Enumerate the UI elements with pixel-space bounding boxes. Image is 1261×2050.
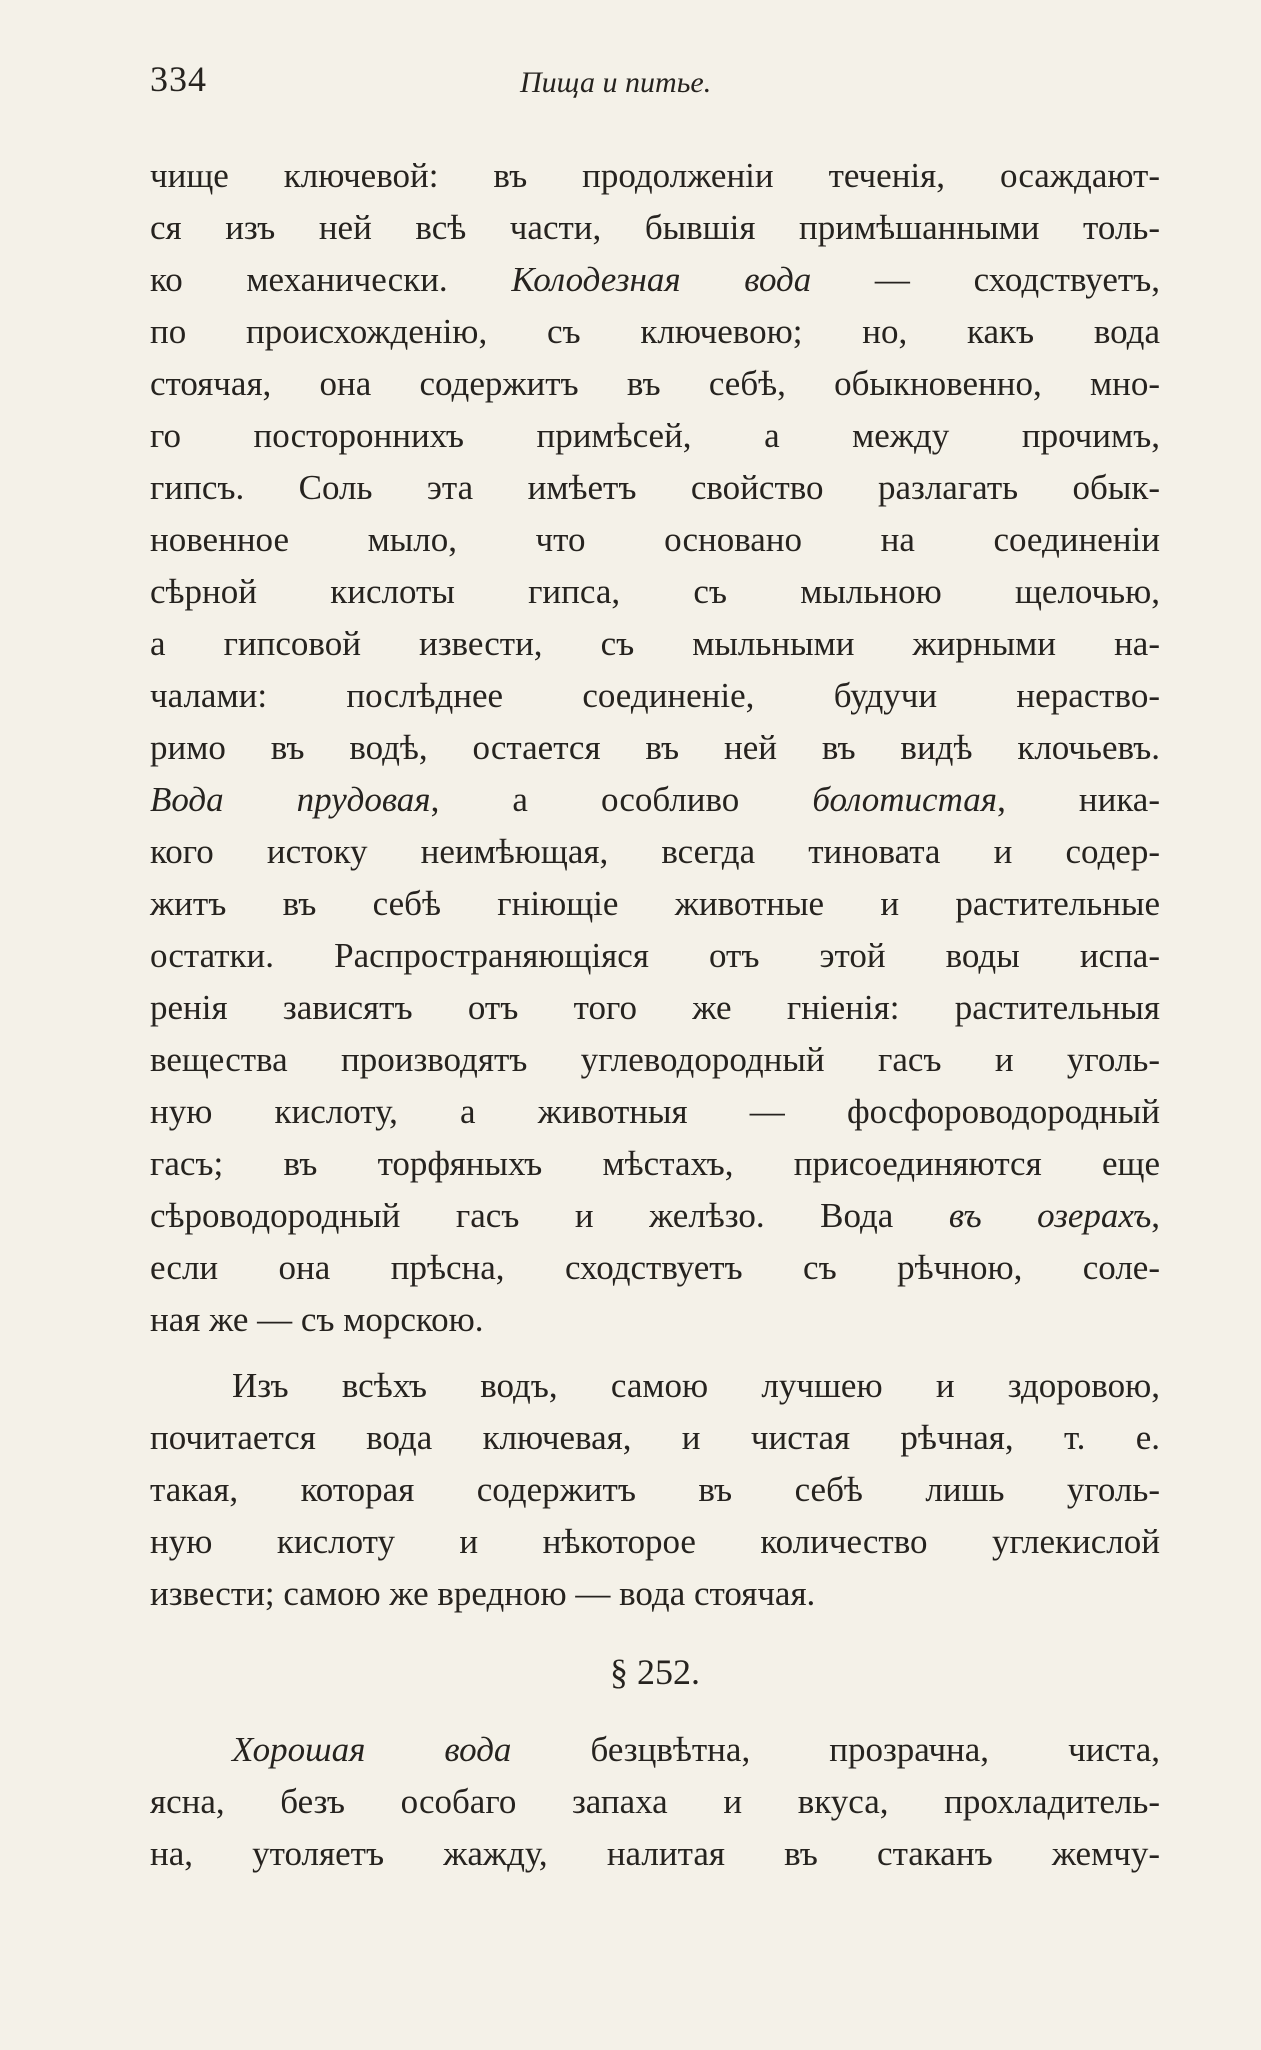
text-line: ную кислоту, а животныя — фосфороводородный: [150, 1092, 1160, 1131]
paragraph-water-types: [150, 150, 1160, 1346]
text-line: ся изъ ней всѣ части, бывшія примѣшанными толь-: [150, 208, 1160, 247]
text-line: сѣроводородный гасъ и желѣзо. Вода въ озерахъ,: [150, 1196, 1160, 1235]
text-line: Изъ всѣхъ водъ, самою лучшею и здоровою,: [232, 1366, 1160, 1405]
text-line: ко механически. Колодезная вода — сходствуетъ,: [150, 260, 1160, 299]
text-line: остатки. Распространяющіяся отъ этой воды испа-: [150, 936, 1160, 975]
text-line: чище ключевой: въ продолженіи теченія, осаждают-: [150, 156, 1160, 195]
italic-term: въ озерахъ: [948, 1196, 1152, 1235]
italic-term: болотистая: [812, 780, 998, 819]
text-line: вещества производятъ углеводородный гасъ и уголь-: [150, 1040, 1160, 1079]
text-line: по происхожденію, съ ключевою; но, какъ вода: [150, 312, 1160, 351]
page-header: [150, 58, 1160, 118]
paragraph-gap: [150, 1346, 1160, 1360]
paragraph-best-water: [150, 1360, 1160, 1620]
text-line: гасъ; въ торфяныхъ мѣстахъ, присоединяются еще: [150, 1144, 1160, 1183]
text-line: новенное мыло, что основано на соединеніи: [150, 520, 1160, 559]
body-text: [150, 150, 1160, 1880]
paragraph-good-water: [150, 1724, 1160, 1880]
text-line: извести; самою же вредною — вода стоячая.: [150, 1574, 816, 1613]
text-line: сѣрной кислоты гипса, съ мыльною щелочью,: [150, 572, 1160, 611]
text-line: кого истоку неимѣющая, всегда тиновата и содер-: [150, 832, 1160, 871]
text-line: ясна, безъ особаго запаха и вкуса, прохладитель-: [150, 1782, 1160, 1821]
text-line: житъ въ себѣ гніющіе животные и растительные: [150, 884, 1160, 923]
text-line: а гипсовой извести, съ мыльными жирными на-: [150, 624, 1160, 663]
page-number: 334: [150, 59, 207, 99]
text-line: ную кислоту и нѣкоторое количество углекислой: [150, 1522, 1160, 1561]
italic-term: Вода прудовая: [150, 780, 431, 819]
italic-term: Колодезная вода: [511, 260, 812, 299]
text-line: почитается вода ключевая, и чистая рѣчная, т. е.: [150, 1418, 1160, 1457]
text-line: го постороннихъ примѣсей, а между прочимъ,: [150, 416, 1160, 455]
text-line: такая, которая содержитъ въ себѣ лишь уголь-: [150, 1470, 1160, 1509]
text-line: на, утоляетъ жажду, налитая въ стаканъ жемчу-: [150, 1834, 1160, 1873]
text-line: Вода прудовая, а особливо болотистая, ника-: [150, 780, 1160, 819]
text-line: Хорошая вода безцвѣтна, прозрачна, чиста,: [232, 1730, 1160, 1769]
italic-term: Хорошая вода: [232, 1730, 512, 1769]
text-line: ная же — съ морскою.: [150, 1300, 484, 1339]
text-line: стоячая, она содержитъ въ себѣ, обыкновенно, мно-: [150, 364, 1160, 403]
section-heading: § 252.: [610, 1652, 700, 1692]
running-title: Пища и питье.: [520, 66, 712, 99]
text-line: если она прѣсна, сходствуетъ съ рѣчною, соле-: [150, 1248, 1160, 1287]
text-line: римо въ водѣ, остается въ ней въ видѣ клочьевъ.: [150, 728, 1160, 767]
text-line: ренія зависятъ отъ того же гніенія: растительныя: [150, 988, 1160, 1027]
text-line: чалами: послѣднее соединеніе, будучи нераство-: [150, 676, 1160, 715]
text-line: гипсъ. Соль эта имѣетъ свойство разлагать обык-: [150, 468, 1160, 507]
